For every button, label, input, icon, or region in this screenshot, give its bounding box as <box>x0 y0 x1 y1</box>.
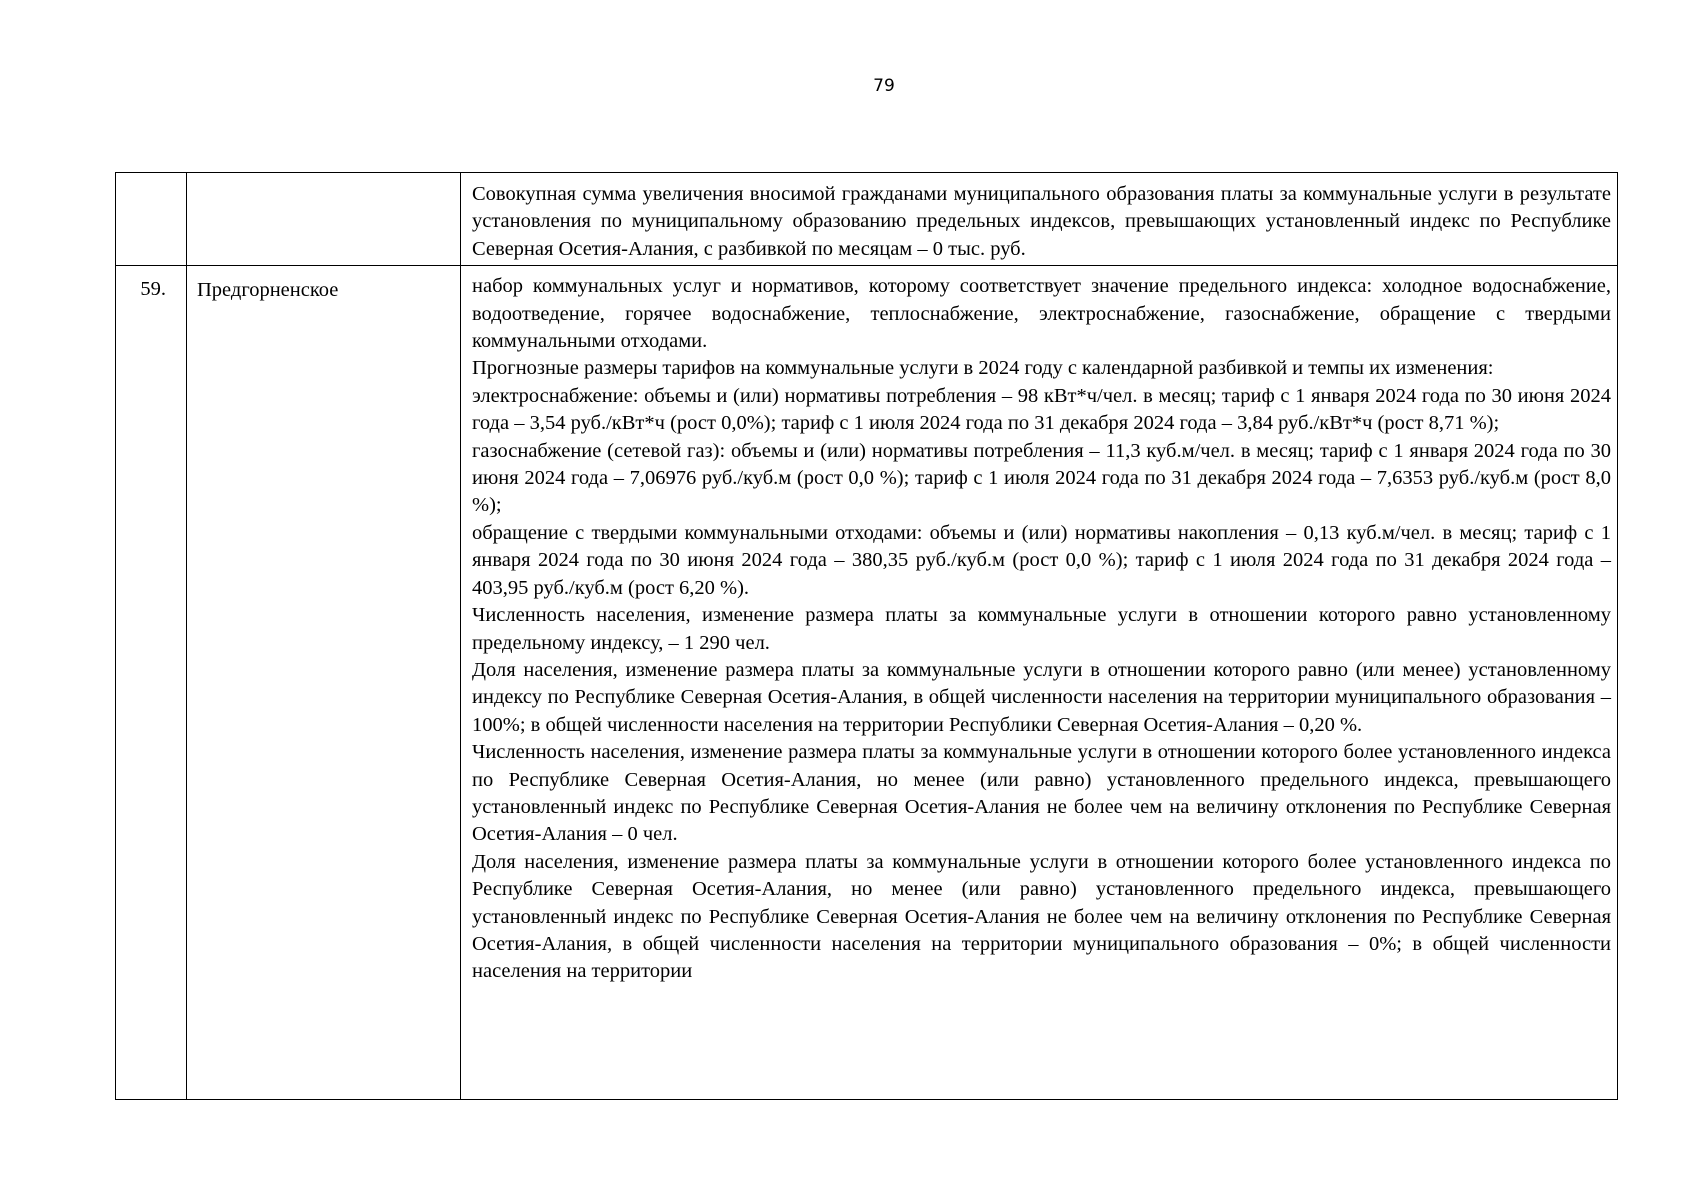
municipality-name-cell: Предгорненское <box>187 266 461 1100</box>
row-number-cell: 59. <box>116 266 187 1100</box>
row-number-cell <box>116 173 187 266</box>
page-number: 79 <box>873 76 895 96</box>
description-cell <box>461 173 1618 266</box>
population-equal-index-paragraph: Численность населения, изменение размера платы за коммунальные услуги в отношении которого равно установленному предельному индексу, – 1 290 чел. <box>472 604 1611 654</box>
description-cell <box>461 266 1618 1100</box>
electricity-tariff-paragraph: электроснабжение: объемы и (или) нормативы потребления – 98 кВт*ч/чел. в месяц; тариф с 1 января 2024 года по 30 июня 2024 года – 3,54 руб./кВт*ч (рост 0,0%); тариф с 1 июля 2024 года по 31 декабря 2024 года – 3,84 руб./кВт*ч (рост 8,71 %); <box>472 384 1611 435</box>
population-share-below-index-paragraph: Доля населения, изменение размера платы за коммунальные услуги в отношении которого равно (или менее) установленному индексу по Республике Северная Осетия-Алания, в общей численности населения на территории муниципального образования – 100%; в общей численности населения на территории Республики Северная Осетия-Алания – 0,20 %. <box>472 658 1611 736</box>
municipality-name-cell <box>187 173 461 266</box>
tariff-table <box>115 172 1618 1100</box>
waste-tariff-paragraph: обращение с твердыми коммунальными отходами: объемы и (или) нормативы накопления – 0,13 куб.м/чел. в месяц; тариф с 1 января 2024 года по 30 июня 2024 года – 380,35 руб./куб.м (рост 0,0 %); тариф с 1 июля 2024 года по 31 декабря 2024 года – 403,95 руб./куб.м (рост 6,20 %). <box>472 521 1611 599</box>
population-share-above-index-paragraph: Доля населения, изменение размера платы за коммунальные услуги в отношении которого более установленного индекса по Республике Северная Осетия-Алания, но менее (или равно) установленного предельного индекса, превышающего установленный индекс по Республике Северная Осетия-Алания не более чем на величину отклонения по Республике Северная Осетия-Алания, в общей численности населения на территории муниципального образования – 0%; в общей численности населения на территории <box>472 850 1611 983</box>
tariff-forecast-heading: Прогнозные размеры тарифов на коммунальные услуги в 2024 году с календарной разбивкой и темпы их изменения: <box>472 357 1494 380</box>
table-row-continuation <box>116 173 1618 266</box>
gas-tariff-paragraph: газоснабжение (сетевой газ): объемы и (или) нормативы потребления – 11,3 куб.м/чел. в месяц; тариф с 1 января 2024 года по 30 июня 2024 года – 7,06976 руб./куб.м (рост 0,0 %); тариф с 1 июля 2024 года по 31 декабря 2024 года – 7,6353 руб./куб.м (рост 8,0 %); <box>472 439 1611 517</box>
population-above-index-paragraph: Численность населения, изменение размера платы за коммунальные услуги в отношении которого более установленного индекса по Республике Северная Осетия-Алания, но менее (или равно) установленного предельного индекса, превышающего установленный индекс по Республике Северная Осетия-Алания не более чем на величину отклонения по Республике Северная Осетия-Алания – 0 чел. <box>472 741 1611 846</box>
table-row-59 <box>116 266 1618 1100</box>
services-set-paragraph: набор коммунальных услуг и нормативов, которому соответствует значение предельного индекса: холодное водоснабжение, водоотведение, горячее водоснабжение, теплоснабжение, электроснабжение, газоснабжение, обращение с твердыми коммунальными отходами. <box>472 275 1611 353</box>
summary-paragraph: Совокупная сумма увеличения вносимой гражданами муниципального образования платы за коммунальные услуги в результате установления по муниципальному образованию предельных индексов, превышающих установленный индекс по Республике Северная Осетия-Алания, с разбивкой по месяцам – 0 тыс. руб. <box>472 183 1611 260</box>
